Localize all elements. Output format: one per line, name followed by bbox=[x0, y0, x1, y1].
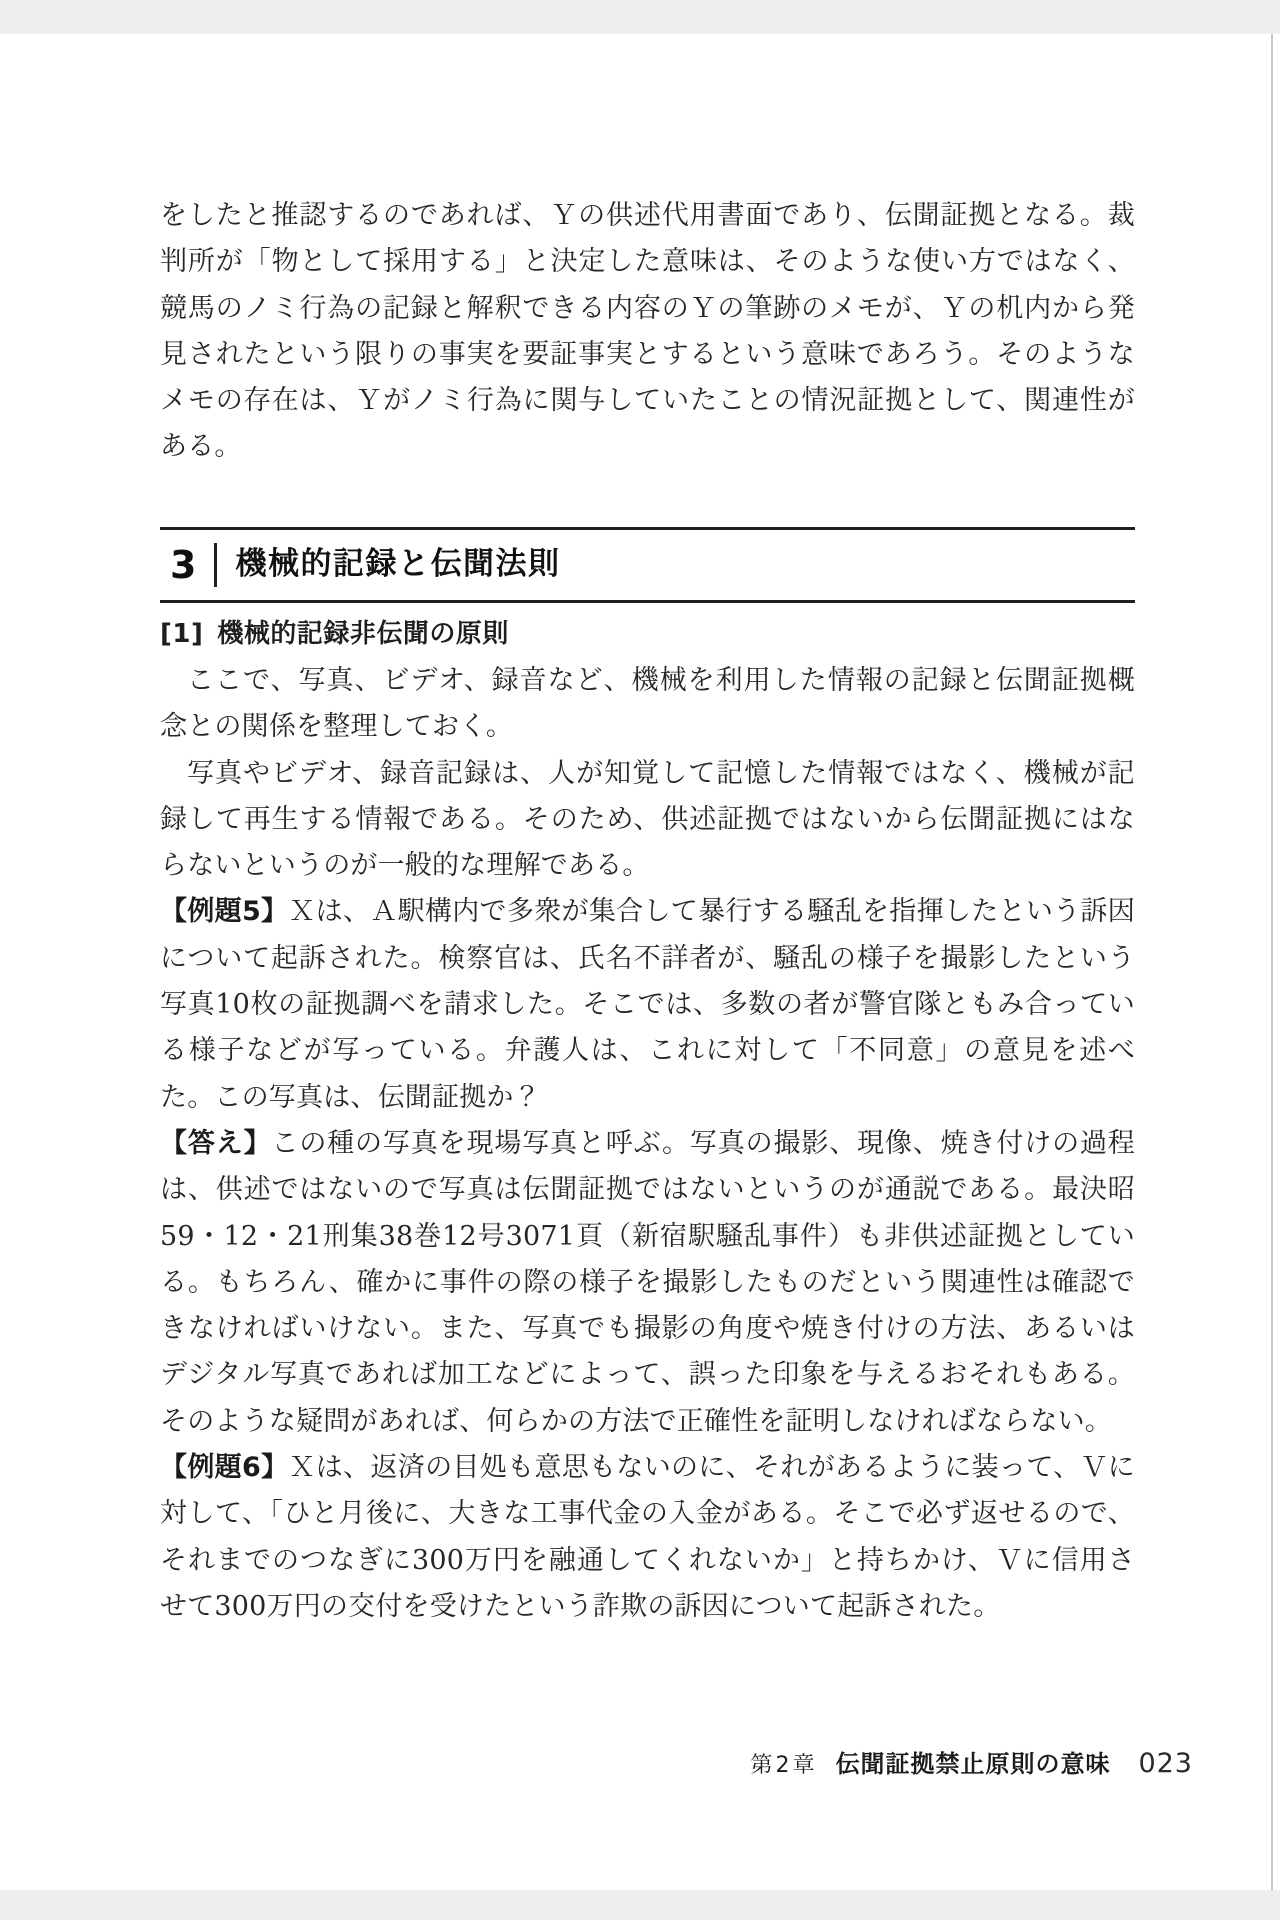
section-heading-divider bbox=[214, 543, 217, 587]
continuation-paragraph-block bbox=[160, 193, 1135, 471]
body-paragraph bbox=[160, 751, 1135, 890]
subsection-title: 機械的記録非伝聞の原則 bbox=[217, 619, 509, 649]
example-6-paragraph bbox=[160, 1445, 1135, 1630]
answer-label: 【答え】 bbox=[160, 1127, 272, 1159]
section-number: 3 bbox=[170, 543, 197, 587]
example-5-label: 【例題5】 bbox=[160, 896, 289, 928]
body-text-block bbox=[160, 658, 1135, 1630]
page-right-edge-line bbox=[1271, 34, 1273, 1890]
body-paragraph-text: ここで、写真、ビデオ、録音など、機械を利用した情報の記録と伝聞証拠概念との関係を整理しておく。 bbox=[160, 665, 1135, 743]
page-bottom-edge-band bbox=[0, 1890, 1280, 1920]
subsection-heading bbox=[160, 613, 509, 650]
footer-page-number: 023 bbox=[1138, 1748, 1193, 1779]
example-6-text: Ｘは、返済の目処も意思もないのに、それがあるように装って、Ｖに対して、「ひと月後に、大きな工事代金の入金がある。そこで必ず返せるので、それまでのつなぎに300万円を融通してくれないか」と持ちかけ、Ｖに信用させて300万円の交付を受けたという詐欺の訴因について起訴された。 bbox=[160, 1452, 1135, 1622]
footer-chapter-title: 伝聞証拠禁止原則の意味 bbox=[835, 1750, 1111, 1778]
example-6-label: 【例題6】 bbox=[160, 1452, 289, 1484]
subsection-number-label: [1] bbox=[160, 619, 204, 649]
body-paragraph-text: 写真やビデオ、録音記録は、人が知覚して記憶した情報ではなく、機械が記録して再生する情報である。そのため、供述証拠ではないから伝聞証拠にはならないというのが一般的な理解である。 bbox=[160, 757, 1135, 882]
example-5-paragraph bbox=[160, 889, 1135, 1120]
continuation-paragraph: をしたと推認するのであれば、Ｙの供述代用書面であり、伝聞証拠となる。裁判所が「物として採用する」と決定した意味は、そのような使い方ではなく、競馬のノミ行為の記録と解釈できる内容のＹの筆跡のメモが、Ｙの机内から発見されたという限りの事実を要証事実とするという意味であろう。そのようなメモの存在は、Ｙがノミ行為に関与していたことの情況証拠として、関連性がある。 bbox=[160, 200, 1135, 463]
footer-chapter-number: 第2章 bbox=[750, 1753, 818, 1778]
answer-paragraph bbox=[160, 1121, 1135, 1445]
page-footer bbox=[160, 1744, 1193, 1779]
example-5-text: Ｘは、Ａ駅構内で多衆が集合して暴行する騒乱を指揮したという訴因について起訴された。検察官は、氏名不詳者が、騒乱の様子を撮影したという写真10枚の証拠調べを請求した。そこでは、多数の者が警官隊ともみ合っている様子などが写っている。弁護人は、これに対して「不同意」の意見を述べた。この写真は、伝聞証拠か？ bbox=[160, 896, 1135, 1113]
page-top-edge-band bbox=[0, 0, 1280, 34]
section-heading bbox=[160, 527, 1135, 603]
section-title: 機械的記録と伝聞法則 bbox=[235, 545, 561, 582]
answer-text: この種の写真を現場写真と呼ぶ。写真の撮影、現像、焼き付けの過程は、供述ではないので写真は伝聞証拠ではないというのが通説である。最決昭59・12・21刑集38巻12号3071頁（新宿駅騒乱事件）も非供述証拠としている。もちろん、確かに事件の際の様子を撮影したものだという関連性は確認できなければいけない。また、写真でも撮影の角度や焼き付けの方法、あるいはデジタル写真であれば加工などによって、誤った印象を与えるおそれもある。そのような疑問があれば、何らかの方法で正確性を証明しなければならない。 bbox=[160, 1127, 1135, 1437]
body-paragraph bbox=[160, 658, 1135, 751]
